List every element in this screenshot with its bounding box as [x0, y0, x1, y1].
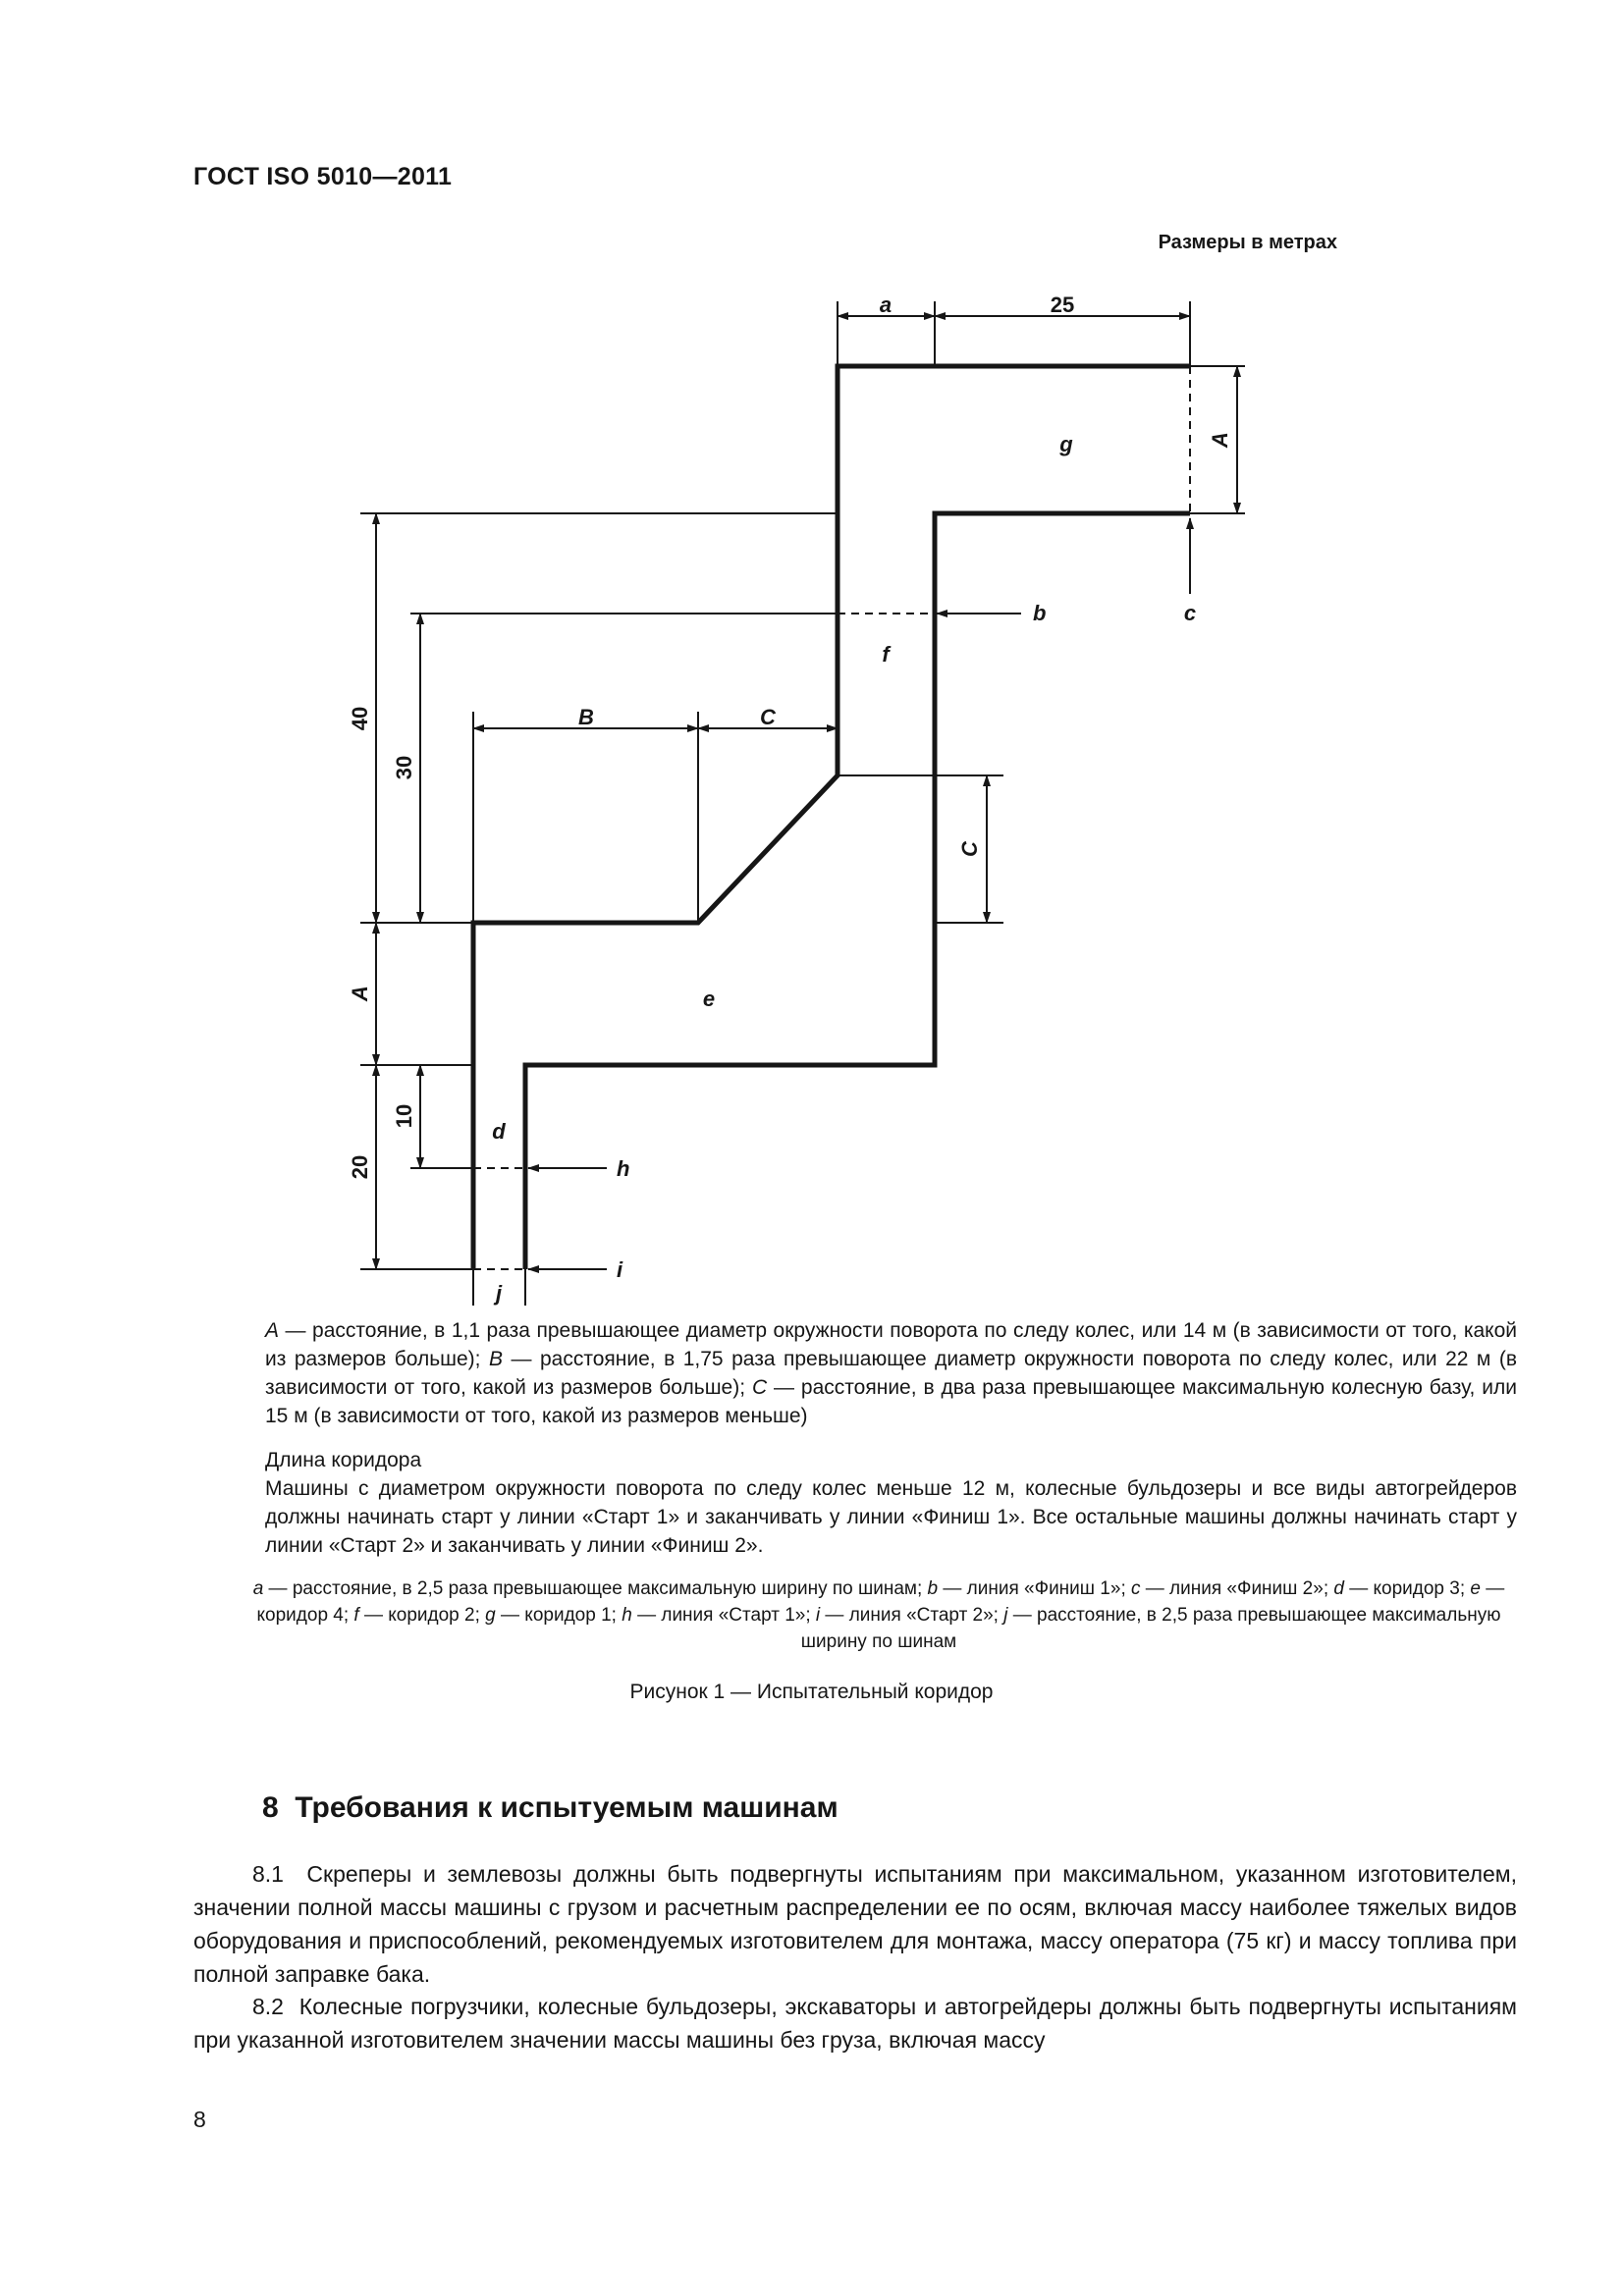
corridor-left-wall — [473, 366, 1190, 1269]
key-symbol: a — [252, 1578, 264, 1599]
legend-B-symbol: B — [488, 1348, 503, 1370]
label-f: f — [882, 642, 890, 667]
page-number: 8 — [193, 2107, 206, 2132]
key-text: — линия «Старт 1»; — [631, 1605, 816, 1626]
key-symbol: i — [815, 1605, 821, 1626]
paragraph-8-2: 8.2 Колесные погрузчики, колесные бульдозеры, экскаваторы и автогрейдеры должны быть подвергнуты испытаниям при указанной изготовителем значении массы машины без груза, включая массу — [193, 1994, 1524, 2053]
key-symbol: f — [353, 1605, 359, 1626]
key-symbol: c — [1131, 1578, 1141, 1599]
key-text: — расстояние, в 2,5 раза превышающее максимальную ширину по шинам — [800, 1605, 1501, 1652]
label-e: e — [702, 987, 716, 1011]
label-c: c — [1183, 601, 1197, 625]
extension-lines — [360, 301, 1245, 1306]
label-d: d — [492, 1119, 506, 1144]
key-symbol: e — [1470, 1578, 1481, 1599]
document-header: ГОСТ ISO 5010—2011 — [193, 163, 453, 190]
label-C-top: C — [760, 705, 776, 729]
label-10: 10 — [392, 1103, 416, 1129]
label-j: j — [495, 1281, 503, 1306]
figure-key-list — [241, 1575, 1517, 1655]
legend-B-text: — расстояние, в 1,75 раза превышающее диаметр окружности поворота по следу колес, или 22 м (в зависимости от того, какой из размеров больше); — [265, 1348, 1517, 1399]
dimension-legend — [265, 1316, 1517, 1430]
key-text: — коридор 4; — [256, 1578, 1505, 1626]
section-heading: 8 Требования к испытуемым машинам — [262, 1791, 839, 1824]
label-25: 25 — [1050, 293, 1075, 317]
units-note: Размеры в метрах — [1158, 232, 1337, 253]
key-text: — коридор 3; — [1343, 1578, 1471, 1599]
legend-A-symbol: A — [265, 1319, 280, 1342]
figure-caption: Рисунок 1 — Испытательный коридор — [629, 1681, 994, 1703]
label-i: i — [617, 1257, 623, 1282]
label-20: 20 — [348, 1154, 372, 1180]
key-text: — линия «Финиш 2»; — [1140, 1578, 1334, 1599]
label-A-left: A — [348, 986, 372, 1001]
paragraph-8-1: 8.1 Скреперы и землевозы должны быть подвергнуты испытаниям при максимальном, указанном изготовителем, значении полной массы машины с грузом и расчетным распределении ее по осям, включая массу наиболее тяжелых видов оборудования и приспособлений, рекомендуемых изготовителем для монтажа, массу оператора (75 кг) и массу топлива при полной заправке бака. — [193, 1861, 1524, 1987]
label-30: 30 — [392, 755, 416, 780]
label-C-right: C — [957, 841, 982, 857]
corridor-outline — [473, 366, 1190, 1269]
corridor-length-text: Машины с диаметром окружности поворота по следу колес меньше 12 м, колесные бульдозеры и все виды автогрейдеров должны начинать старт у линии «Старт 1» и заканчивать у линии «Финиш 1». Все остальные машины должны начинать старт у линии «Старт 2» и заканчивать у линии «Финиш 2». — [265, 1477, 1517, 1557]
key-text: — коридор 2; — [358, 1605, 486, 1626]
label-g: g — [1059, 432, 1073, 456]
key-text: — расстояние, в 2,5 раза превышающее максимальную ширину по шинам; — [263, 1578, 928, 1599]
label-B: B — [578, 705, 594, 729]
legend-C-text: — расстояние, в два раза превышающее максимальную колесную базу, или 15 м (в зависимости от того, какой из размеров меньше) — [265, 1376, 1517, 1427]
key-text: — коридор 1; — [495, 1605, 622, 1626]
label-A-right: A — [1208, 432, 1232, 448]
key-text: — линия «Старт 2»; — [820, 1605, 1004, 1626]
dashed-lines — [473, 366, 1190, 1269]
key-symbol: j — [1003, 1605, 1008, 1626]
label-40: 40 — [348, 706, 372, 731]
key-symbol: d — [1333, 1578, 1344, 1599]
key-symbol: b — [927, 1578, 939, 1599]
label-b: b — [1033, 601, 1047, 625]
label-h: h — [617, 1156, 630, 1181]
legend-C-symbol: C — [751, 1376, 768, 1399]
key-text: — линия «Финиш 1»; — [938, 1578, 1131, 1599]
key-symbol: g — [485, 1605, 496, 1626]
corridor-length-title: Длина коридора — [265, 1449, 422, 1471]
legend-A-text: — расстояние, в 1,1 раза превышающее диаметр окружности поворота по следу колес, или 14 м (в зависимости от того, какой из размеров больше); — [265, 1319, 1517, 1370]
label-a: a — [879, 293, 893, 317]
key-symbol: h — [622, 1605, 632, 1626]
